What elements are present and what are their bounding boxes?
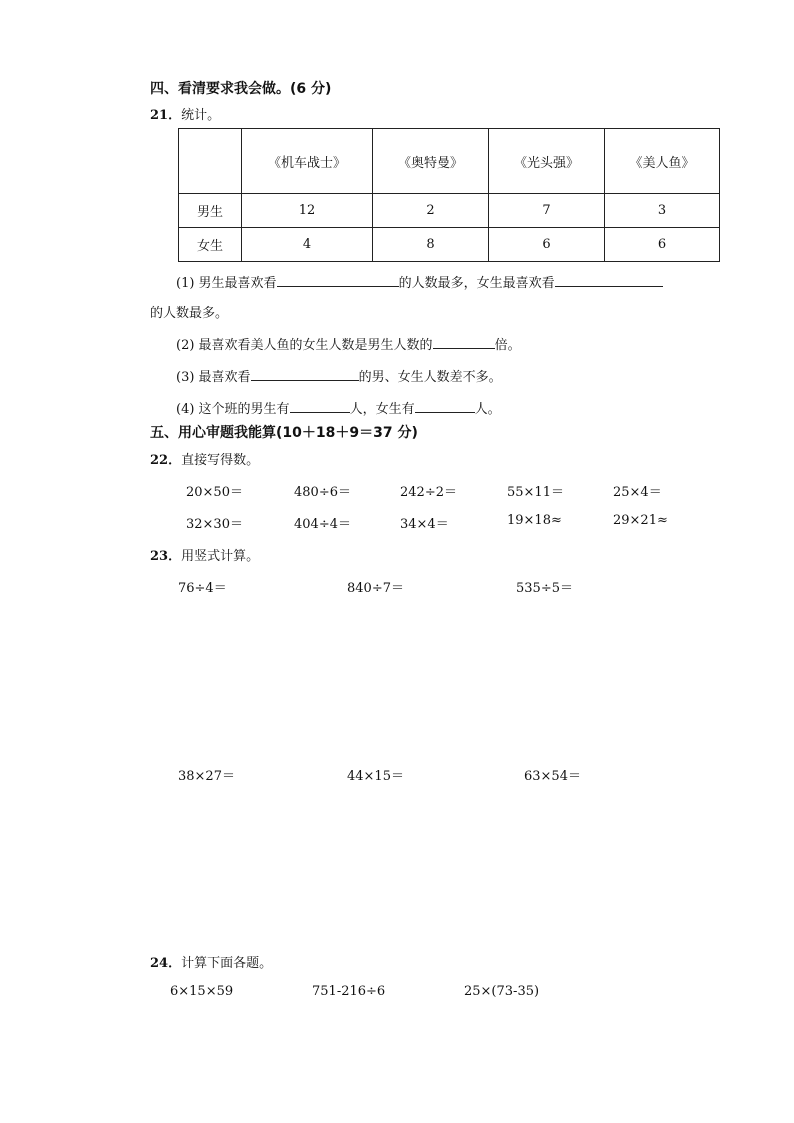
sub4-text-c: 人。 [474,402,501,417]
mental-math-item: 480÷6＝ [294,485,351,500]
mental-math-item: 19×18≈ [507,513,562,528]
vertical-calc-item: 76÷4＝ [178,581,227,596]
question-21-header [150,104,220,123]
question-21-sub4 [176,398,501,417]
vertical-calc-item: 535÷5＝ [516,581,573,596]
table-cell: 4 [242,228,373,262]
table-row [179,194,720,228]
table-header-cell: 《机车战士》 [242,129,373,194]
mental-math-item: 32×30＝ [186,517,243,532]
question-24-header [150,952,272,971]
statistics-table [178,128,720,262]
mental-math-item: 25×4＝ [613,485,662,500]
sub2-text-a: (2) 最喜欢看美人鱼的女生人数是男生人数的 [176,338,433,353]
answer-blank[interactable] [290,398,350,413]
table-cell: 12 [242,194,373,228]
mental-math-item: 404÷4＝ [294,517,351,532]
table-header-cell: 《美人鱼》 [605,129,720,194]
sub2-text-b: 倍。 [494,338,521,353]
sub3-text-a: (3) 最喜欢看 [176,370,251,385]
vertical-calc-item: 840÷7＝ [347,581,404,596]
answer-blank[interactable] [251,366,359,381]
sub4-text-b: 人，女生有 [349,402,415,417]
table-corner-cell [179,129,242,194]
table-header-cell: 《光头强》 [489,129,605,194]
answer-blank[interactable] [433,334,495,349]
sub4-text-a: (4) 这个班的男生有 [176,402,290,417]
question-23-label: 用竖式计算。 [181,549,260,564]
table-header-cell: 《奥特曼》 [373,129,489,194]
question-21-sub3 [176,366,502,385]
sub1-text-a: (1) 男生最喜欢看 [176,276,277,291]
sub1-text-b: 的人数最多，女生最喜欢看 [398,276,555,291]
mental-math-item: 242÷2＝ [400,485,457,500]
answer-blank[interactable] [555,272,663,287]
vertical-calc-item: 44×15＝ [347,769,404,784]
question-21-number: 21． [150,108,182,123]
mental-math-item: 20×50＝ [186,485,243,500]
question-23-header [150,545,259,564]
table-cell: 8 [373,228,489,262]
answer-blank[interactable] [415,398,475,413]
question-24-number: 24． [150,956,182,971]
table-cell: 2 [373,194,489,228]
calc-item: 6×15×59 [170,984,234,999]
vertical-calc-item: 63×54＝ [524,769,581,784]
vertical-calc-item: 38×27＝ [178,769,235,784]
section-4-title: 四、看清要求我会做。(6 分) [150,81,332,97]
question-22-label: 直接写得数。 [181,453,260,468]
table-cell: 6 [489,228,605,262]
table-row-label: 女生 [179,228,242,262]
question-21-label: 统计。 [181,108,221,123]
question-23-number: 23． [150,549,182,564]
calc-item: 751-216÷6 [312,984,386,999]
sub3-text-b: 的男、女生人数差不多。 [358,370,502,385]
sub1-text-c: 的人数最多。 [150,306,229,321]
question-22-header [150,449,259,468]
section-5-title: 五、用心审题我能算(10＋18＋9＝37 分) [150,425,418,441]
table-row-label: 男生 [179,194,242,228]
table-cell: 6 [605,228,720,262]
table-header-row [179,129,720,194]
question-21-sub2 [176,334,521,353]
table-row [179,228,720,262]
mental-math-item: 34×4＝ [400,517,449,532]
mental-math-item: 55×11＝ [507,485,564,500]
answer-blank[interactable] [277,272,399,287]
question-22-number: 22． [150,453,182,468]
question-24-label: 计算下面各题。 [181,956,273,971]
mental-math-item: 29×21≈ [613,513,668,528]
question-21-sub1 [176,272,663,291]
calc-item: 25×(73-35) [464,984,540,999]
table-cell: 3 [605,194,720,228]
table-cell: 7 [489,194,605,228]
